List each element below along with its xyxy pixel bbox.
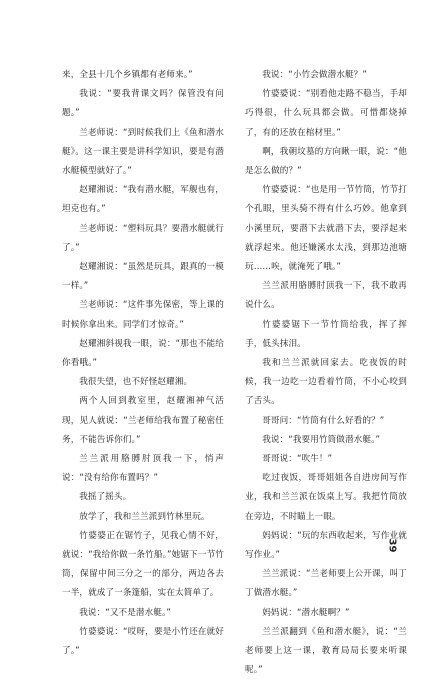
paragraph: 赵耀湘说：“虽然是玩具，跟真的一模一样。”: [62, 262, 224, 292]
paragraph: 两个人回到教室里，赵耀湘神气活现，见人就说：“兰老师给我布置了秘密任务，不能告诉你们。”: [62, 396, 224, 445]
paragraph: 来，全县十几个乡镇都有老师来。”: [62, 70, 193, 80]
paragraph: 竹婆婆说：“哎呀，要是小竹还在就好了。”: [62, 626, 224, 657]
paragraph: 兰老师说：“到时候我们上《鱼和潜水艇》。这一课主要是讲科学知识，要是有潜水艇模型就好了。”: [62, 127, 224, 177]
paragraph: 赵耀湘斜视我一眼，说：“那也不能给你看哦。”: [62, 338, 224, 369]
paragraph: 妈妈说：“玩的东西收起来，写作业就写作业。”: [245, 530, 407, 561]
paragraph: 我说：“要我背课文吗？保管没有问题。”: [62, 89, 224, 119]
left-text-column: [62, 66, 224, 661]
paragraph: 我说：“又不是潜水艇。”: [79, 607, 171, 618]
paragraph: 吃过夜饭，哥哥姐姐各自进房间写作业，我和兰兰派在饭桌上写。我把竹筒放在旁边，不时瞄上一眼。: [245, 473, 407, 522]
paragraph: 赵耀湘说：“我有潜水艇，军舰也有，坦克也有。”: [62, 185, 224, 215]
paragraph: 兰兰派说：“兰老师要上公开课，叫丁丁做潜水艇。”: [245, 569, 407, 599]
paragraph: 啊，我朝坟墓的方向瞅一眼，说：“他是怎么做的？”: [245, 146, 407, 177]
paragraph: 兰兰派用胳膊肘顶我一下，悄声说：“没有给你布置吗？”: [62, 454, 224, 484]
paragraph: 竹婆婆锯下一节竹筒给我，挥了挥手，低头抹泪。: [245, 319, 407, 349]
paragraph: 兰兰派翻到《鱼和潜水艇》，说：“兰老师要上这一课，教育局局长要来听课呢。”: [245, 626, 407, 676]
page-number: 39: [386, 538, 398, 553]
paragraph: 我和兰兰派就回家去。吃夜饭的时候，我一边吃一边看着竹筒，不小心咬到了舌头。: [245, 358, 407, 407]
paragraph: 放学了，我和兰兰派到竹林里玩。: [79, 511, 210, 522]
paragraph: 我摇了摇头。: [79, 492, 132, 503]
paragraph: 竹婆婆正在锯竹子，见我心情不好，就说：“我给你做一条竹船。”她锯下一节竹筒，保留中间三分之一的部分，两边各去一半，就成了一条篷船，实在太简单了。: [62, 530, 224, 599]
paragraph: 我说：“我要用竹筒做潜水艇。”: [262, 434, 381, 445]
paragraph: 哥哥说：“吹牛！”: [262, 454, 333, 465]
paragraph: 妈妈说：“潜水艇啊？”: [262, 607, 350, 618]
paragraph: 我很失望，也不好怪赵耀湘。: [79, 377, 193, 388]
paragraph: 竹婆婆说：“也是用一节竹筒，竹节打个孔眼，里头骑不得有什么巧妙。他拿到小溪里玩，要潜下去就潜下去，要浮起来就浮起来。他还嫌溪水太浅，到那边池塘玩……唉，就淹死了哦。”: [245, 185, 407, 273]
paragraph: 兰老师说：“塑料玩具？要潜水艇就行了。”: [62, 223, 224, 253]
paragraph: 哥哥问：“竹筒有什么好看的？”: [262, 415, 385, 426]
right-text-column: [245, 66, 407, 681]
paragraph: 兰老师说：“这件事先保密，等上课的时候你拿出来。同学们才惊奇。”: [62, 300, 224, 330]
paragraph: 我说：“小竹会做潜水艇？”: [262, 70, 367, 80]
paragraph: 竹婆婆说：“别看他走路不稳当，手却巧得很，什么玩具都会做。可惜都烧掉了，有的还放在棺材里。”: [245, 89, 407, 138]
paragraph: 兰兰派用胳膊肘顶我一下，我不敢再说什么。: [245, 281, 407, 311]
